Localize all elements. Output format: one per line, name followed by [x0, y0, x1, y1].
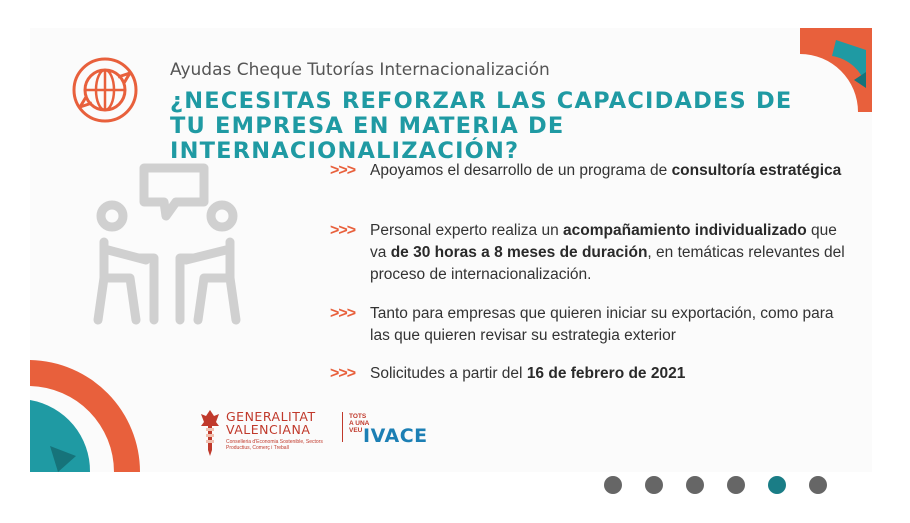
bat-emblem-icon: [200, 410, 220, 456]
chevrons-icon: >>>: [330, 305, 356, 322]
page-title: ¿NECESITAS REFORZAR LAS CAPACIDADES DE TU EMPRESA EN MATERIA DE INTERNACIONALIZACIÓN?: [170, 88, 793, 164]
chevrons-icon: >>>: [330, 365, 356, 382]
list-item: [330, 363, 850, 385]
carousel-dot-5[interactable]: [768, 476, 786, 494]
chevrons-icon: >>>: [330, 162, 356, 179]
chevrons-icon: >>>: [330, 222, 356, 239]
gv-separator: [342, 412, 343, 442]
ivace-logo: IVACE: [363, 425, 428, 447]
list-item: [330, 303, 850, 347]
generalitat-valenciana-logo: [200, 410, 371, 456]
gv-name-line2: VALENCIANA: [226, 422, 311, 437]
gv-slogan: TOTS A UNA VEU: [349, 413, 370, 434]
program-subtitle: Ayudas Cheque Tutorías Internacionalización: [170, 60, 550, 80]
carousel-dot-4[interactable]: [727, 476, 745, 494]
carousel-dot-6[interactable]: [809, 476, 827, 494]
gv-text-block: [226, 410, 336, 451]
carousel-dot-1[interactable]: [604, 476, 622, 494]
gv-department: Conselleria d'Economia Sostenible, Sectors Productius, Comerç i Treball: [226, 439, 323, 451]
bullet-text: Tanto para empresas que quieren iniciar su exportación, como para las que quieren revisar su estrategia exterior: [370, 305, 834, 344]
consultation-icon: [86, 160, 256, 330]
bullet-text: Personal experto realiza un acompañamiento individualizado que va de 30 horas a 8 meses de duración, en temáticas relevantes del proceso de internacionalización.: [370, 222, 845, 283]
globe-icon: [72, 57, 138, 123]
corner-decoration-bottom-left: [30, 360, 140, 472]
list-item: [330, 160, 850, 182]
bullet-text: Apoyamos el desarrollo de un programa de consultoría estratégica: [370, 162, 842, 179]
bullet-text: Solicitudes a partir del 16 de febrero de 2021: [370, 365, 686, 382]
carousel-dot-2[interactable]: [645, 476, 663, 494]
corner-decoration-top-right: [800, 28, 872, 112]
list-item: [330, 220, 850, 286]
gv-name-line1: GENERALITAT: [226, 409, 316, 424]
carousel-dot-3[interactable]: [686, 476, 704, 494]
carousel-pagination: [604, 476, 850, 494]
